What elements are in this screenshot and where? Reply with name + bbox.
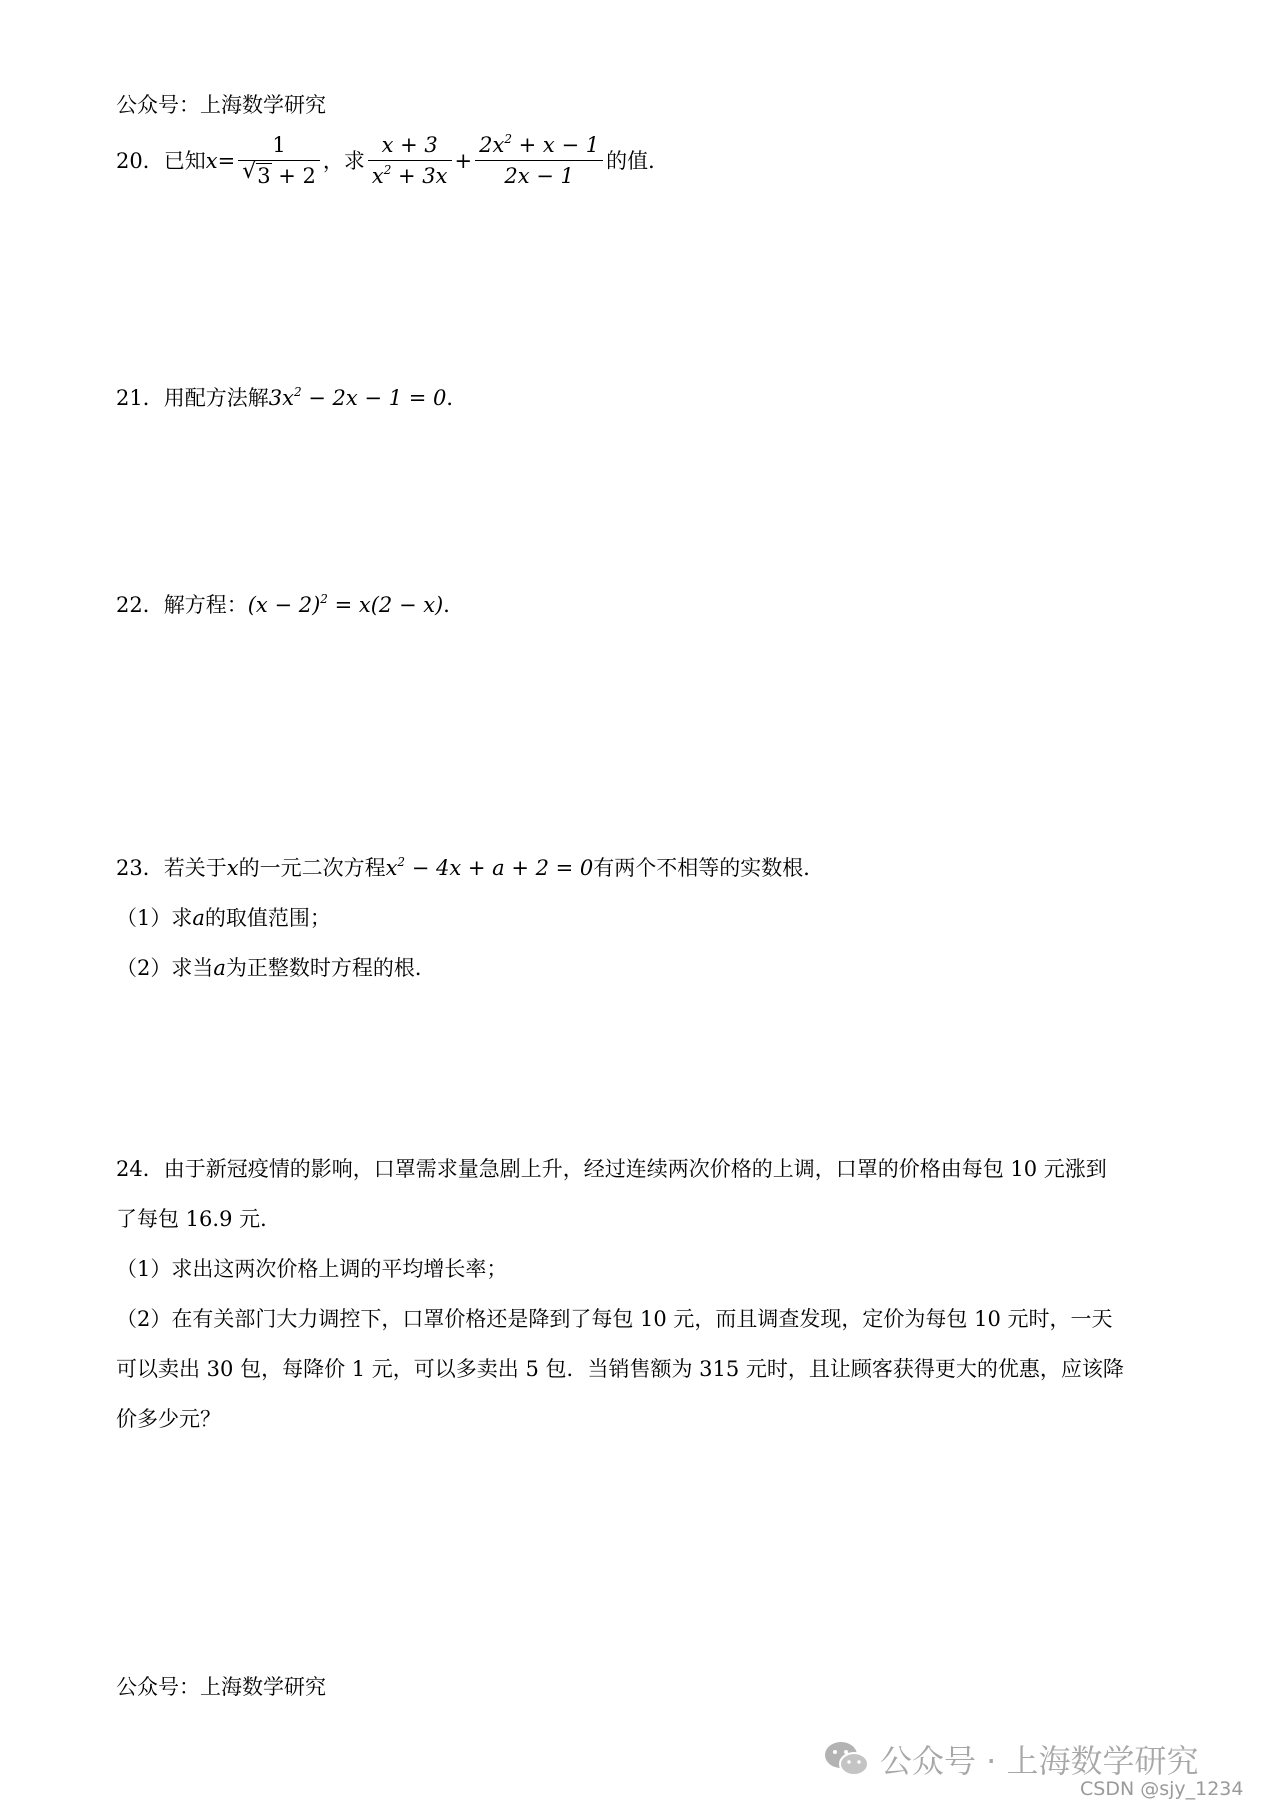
question-24-line-2: 了每包 16.9 元． (116, 1207, 282, 1231)
question-23-part-1 (116, 903, 331, 933)
csdn-label: CSDN @sjy_1234 (1080, 1778, 1244, 1800)
denominator-rest: + 2 (271, 164, 316, 188)
sqrt (242, 161, 271, 191)
term: + x − 1 (511, 133, 600, 157)
term: = x(2 − x) (327, 593, 444, 617)
part-text: 的取值范围； (204, 906, 331, 930)
equation (269, 386, 447, 410)
question-text: 已知 (163, 148, 206, 173)
question-text: ． (443, 593, 465, 617)
denominator (368, 161, 452, 191)
page-footer: 公众号：上海数学研究 (116, 1675, 326, 1699)
term: 3x (268, 386, 294, 410)
question-20 (116, 130, 669, 191)
variable: a (192, 906, 205, 930)
question-text: 的值． (606, 148, 670, 173)
question-number: 22． (116, 593, 164, 617)
term: − 2x − 1 = 0 (301, 386, 447, 410)
question-21 (116, 383, 467, 413)
variable: x (226, 856, 239, 880)
exponent: 2 (320, 592, 328, 606)
question-number: 20． (116, 148, 164, 173)
part-text: （1）求 (116, 906, 193, 930)
question-text: 有两个不相等的实数根． (593, 856, 825, 880)
question-22 (116, 590, 464, 620)
question-23-part-2 (116, 953, 436, 983)
question-text: ，求 (322, 148, 365, 173)
exponent: 2 (504, 132, 512, 146)
variable: x (205, 148, 218, 173)
question-24-part-2-line-3: 价多少元？ (116, 1407, 221, 1431)
numerator: x + 3 (368, 130, 452, 161)
operator: = (217, 148, 236, 173)
watermark-text: 公众号 · 上海数学研究 (880, 1742, 1199, 1780)
fraction (238, 130, 320, 191)
exponent: 2 (293, 385, 302, 399)
denominator: 2x − 1 (504, 164, 574, 188)
numerator (475, 130, 603, 161)
question-text: 若关于 (163, 856, 227, 880)
wechat-icon (822, 1739, 872, 1779)
question-24-part-1: （1）求出这两次价格上调的平均增长率； (116, 1257, 508, 1281)
term: + 3x (391, 164, 448, 188)
part-text: （2）求当 (116, 956, 214, 980)
equation (248, 593, 444, 617)
equation (386, 856, 594, 880)
numerator: 1 (238, 130, 320, 161)
radicand: 3 (257, 164, 271, 188)
question-23 (116, 853, 824, 883)
question-24-part-2-line-2: 可以卖出 30 包，每降价 1 元，可以多卖出 5 包．当销售额为 315 元时，且让顾客获得更大的优惠，应该降 (116, 1357, 1124, 1381)
operator: + (454, 148, 473, 173)
term: − 4x + a + 2 = 0 (405, 856, 594, 880)
watermark (822, 1736, 1199, 1782)
radical-sign: √ (242, 159, 257, 184)
term: 2x (479, 133, 505, 157)
variable: a (213, 956, 226, 980)
page-header: 公众号：上海数学研究 (116, 93, 326, 117)
question-text: ． (446, 386, 468, 410)
question-text: 解方程： (163, 593, 248, 617)
term: (x − 2) (247, 593, 321, 617)
term: x (385, 856, 398, 880)
fraction (475, 130, 603, 191)
question-number: 23． (116, 856, 164, 880)
term: x (371, 164, 384, 188)
exponent: 2 (383, 163, 392, 177)
fraction (368, 130, 452, 191)
question-number: 21． (116, 386, 164, 410)
question-text: 的一元二次方程 (238, 856, 386, 880)
denominator (238, 161, 320, 191)
question-24-line-1: 24．由于新冠疫情的影响，口罩需求量急剧上升，经过连续两次价格的上调，口罩的价格由每包 10 元涨到 (116, 1157, 1107, 1181)
question-24-part-2-line-1: （2）在有关部门大力调控下，口罩价格还是降到了每包 10 元，而且调查发现，定价为每包 10 元时，一天 (116, 1307, 1113, 1331)
part-text: 为正整数时方程的根． (225, 956, 436, 980)
exponent: 2 (397, 855, 406, 869)
question-text: 用配方法解 (163, 386, 269, 410)
